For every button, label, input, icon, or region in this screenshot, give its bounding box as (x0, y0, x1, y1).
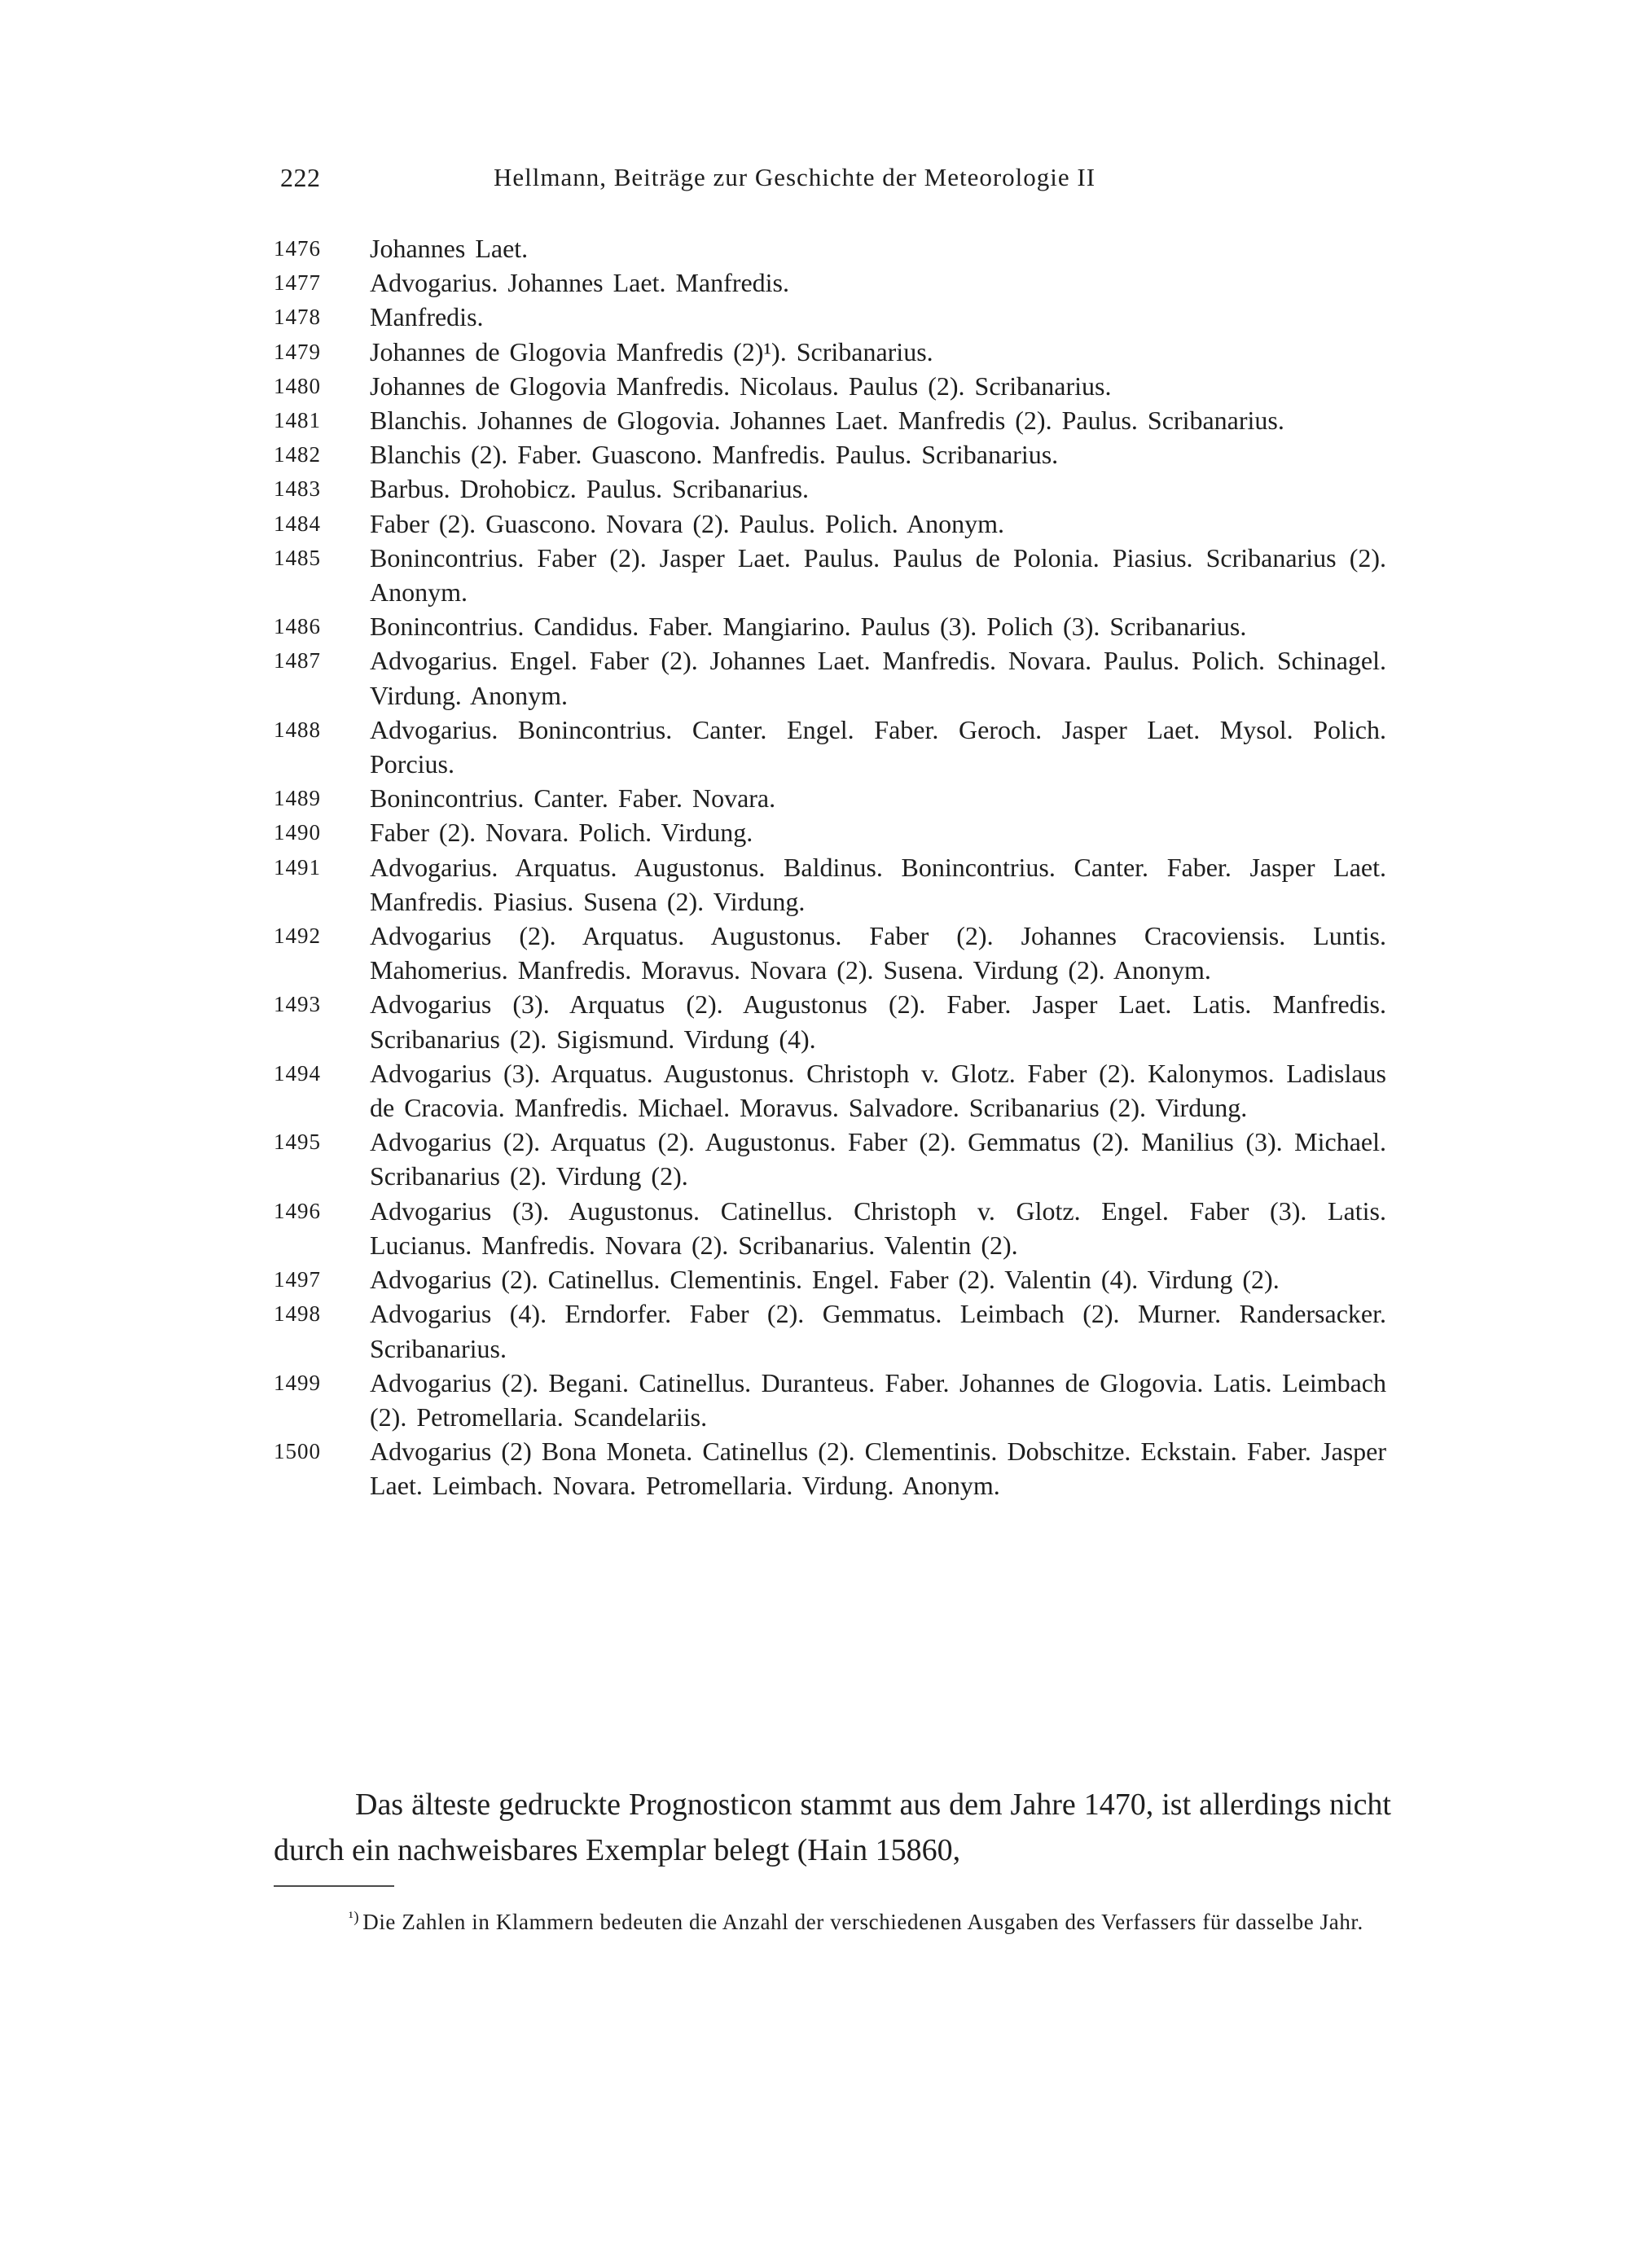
entry-year: 1485 (274, 545, 321, 570)
entry-authors: Johannes Laet. (370, 234, 529, 263)
entry-year: 1477 (274, 270, 321, 296)
entry-authors: Advogarius (2). Begani. Catinellus. Duranteus. Faber. Johannes de Glogovia. Latis. Leimbach (2). Petromellaria. Scandelariis. (370, 1367, 1386, 1432)
year-entry (274, 781, 1398, 815)
year-entry (274, 1125, 1398, 1193)
year-entry (274, 1296, 1398, 1365)
entry-year: 1483 (274, 476, 321, 502)
entry-authors: Advogarius. Engel. Faber (2). Johannes Laet. Manfredis. Novara. Paulus. Polich. Schinagel. Virdung. Anonym. (370, 646, 1386, 710)
year-entry (274, 1262, 1398, 1296)
footnote-rule (274, 1885, 394, 1887)
entry-authors: Johannes de Glogovia Manfredis (2)¹). Scribanarius. (370, 336, 933, 366)
entry-authors: Advogarius (2). Arquatus. Augustonus. Faber (2). Johannes Cracoviensis. Luntis. Mahomerius. Manfredis. Moravus. Novara (2). Susena. Virdung (2). Anonym. (370, 921, 1386, 985)
entry-authors: Advogarius (2) Bona Moneta. Catinellus (2). Clementinis. Dobschitze. Eckstain. Faber. Jasper Laet. Leimbach. Novara. Petromellaria. Virdung. Anonym. (370, 1437, 1386, 1501)
entry-year: 1494 (274, 1060, 321, 1086)
entry-authors: Manfredis. (370, 302, 484, 332)
entry-year: 1482 (274, 442, 321, 467)
entry-authors: Advogarius. Johannes Laet. Manfredis. (370, 268, 789, 298)
entry-year: 1499 (274, 1370, 321, 1395)
year-entry (274, 1194, 1398, 1262)
entry-year: 1476 (274, 236, 321, 261)
footnote (274, 1902, 1391, 1937)
entry-authors: Advogarius (3). Arquatus. Augustonus. Christoph v. Glotz. Faber (2). Kalonymos. Ladislaus de Cracovia. Manfredis. Michael. Moravus. Salvadore. Scribanarius (2). Virdung. (370, 1058, 1386, 1123)
entry-authors: Faber (2). Guascono. Novara (2). Paulus. Polich. Anonym. (370, 508, 1004, 538)
entry-year: 1489 (274, 786, 321, 811)
year-entry (274, 815, 1398, 849)
year-entry (274, 987, 1398, 1055)
footnote-text: Die Zahlen in Klammern bedeuten die Anzahl der verschiedenen Ausgaben des Verfassers für dasselbe Jahr. (362, 1910, 1363, 1934)
entry-year: 1495 (274, 1130, 321, 1155)
year-entry (274, 919, 1398, 987)
entry-authors: Advogarius. Bonincontrius. Canter. Engel. Faber. Geroch. Jasper Laet. Mysol. Polich. Porcius. (370, 714, 1386, 779)
year-entry (274, 472, 1398, 506)
year-entry (274, 1056, 1398, 1125)
entry-authors: Advogarius (2). Catinellus. Clementinis. Engel. Faber (2). Valentin (4). Virdung (2). (370, 1265, 1280, 1295)
entry-year: 1479 (274, 339, 321, 364)
entry-authors: Bonincontrius. Canter. Faber. Novara. (370, 783, 776, 814)
entry-authors: Advogarius (3). Augustonus. Catinellus. Christoph v. Glotz. Engel. Faber (3). Latis. Lucianus. Manfredis. Novara (2). Scribanarius. Valentin (2). (370, 1195, 1386, 1260)
year-entry (274, 643, 1398, 712)
entry-year: 1486 (274, 614, 321, 639)
entry-authors: Advogarius (4). Erndorfer. Faber (2). Gemmatus. Leimbach (2). Murner. Randersacker. Scribanarius. (370, 1299, 1386, 1363)
entry-authors: Advogarius (3). Arquatus (2). Augustonus (2). Faber. Jasper Laet. Latis. Manfredis. Scribanarius (2). Sigismund. Virdung (4). (370, 989, 1386, 1054)
year-entry (274, 335, 1398, 369)
year-entry (274, 231, 1398, 265)
entry-year: 1488 (274, 717, 321, 742)
year-entry (274, 1434, 1398, 1502)
year-entry (274, 507, 1398, 541)
entry-authors: Advogarius (2). Arquatus (2). Augustonus. Faber (2). Gemmatus (2). Manilius (3). Michael. Scribanarius (2). Virdung (2). (370, 1127, 1386, 1191)
entry-year: 1496 (274, 1198, 321, 1223)
entry-year: 1487 (274, 648, 321, 673)
entry-authors: Bonincontrius. Candidus. Faber. Mangiarino. Paulus (3). Polich (3). Scribanarius. (370, 612, 1247, 642)
page-number: 222 (280, 163, 321, 192)
year-author-list (274, 231, 1398, 1503)
entry-year: 1492 (274, 923, 321, 949)
running-head (280, 163, 1372, 204)
entry-authors: Blanchis (2). Faber. Guascono. Manfredis. Paulus. Scribanarius. (370, 440, 1059, 470)
year-entry (274, 403, 1398, 437)
entry-year: 1491 (274, 854, 321, 880)
entry-authors: Barbus. Drohobicz. Paulus. Scribanarius. (370, 474, 810, 504)
footnote-marker: ¹) (349, 1909, 360, 1926)
year-entry (274, 713, 1398, 781)
year-entry (274, 850, 1398, 919)
entry-authors: Bonincontrius. Faber (2). Jasper Laet. Paulus. Paulus de Polonia. Piasius. Scribanarius (2). Anonym. (370, 542, 1386, 608)
entry-year: 1497 (274, 1267, 321, 1292)
entry-year: 1490 (274, 820, 321, 845)
entry-authors: Blanchis. Johannes de Glogovia. Johannes Laet. Manfredis (2). Paulus. Scribanarius. (370, 406, 1284, 436)
entry-year: 1481 (274, 408, 321, 433)
entry-year: 1478 (274, 305, 321, 330)
year-entry (274, 1366, 1398, 1434)
year-entry (274, 437, 1398, 472)
year-entry (274, 369, 1398, 403)
year-entry (274, 541, 1398, 609)
entry-year: 1498 (274, 1301, 321, 1327)
year-entry (274, 265, 1398, 300)
running-title: Hellmann, Beiträge zur Geschichte der Meteorologie II (494, 163, 1096, 191)
entry-year: 1484 (274, 511, 321, 536)
entry-authors: Johannes de Glogovia Manfredis. Nicolaus. Paulus (2). Scribanarius. (370, 371, 1112, 401)
body-paragraph: Das älteste gedruckte Prognosticon stammt aus dem Jahre 1470, ist allerdings nicht durch ein nachweisbares Exemplar belegt (Hain 15860, (274, 1788, 1391, 1867)
entry-authors: Faber (2). Novara. Polich. Virdung. (370, 818, 753, 848)
entry-year: 1493 (274, 992, 321, 1017)
entry-authors: Advogarius. Arquatus. Augustonus. Baldinus. Bonincontrius. Canter. Faber. Jasper Laet. Manfredis. Piasius. Susena (2). Virdung. (370, 852, 1386, 916)
entry-year: 1480 (274, 373, 321, 398)
year-entry (274, 300, 1398, 334)
entry-year: 1500 (274, 1439, 321, 1464)
year-entry (274, 609, 1398, 643)
